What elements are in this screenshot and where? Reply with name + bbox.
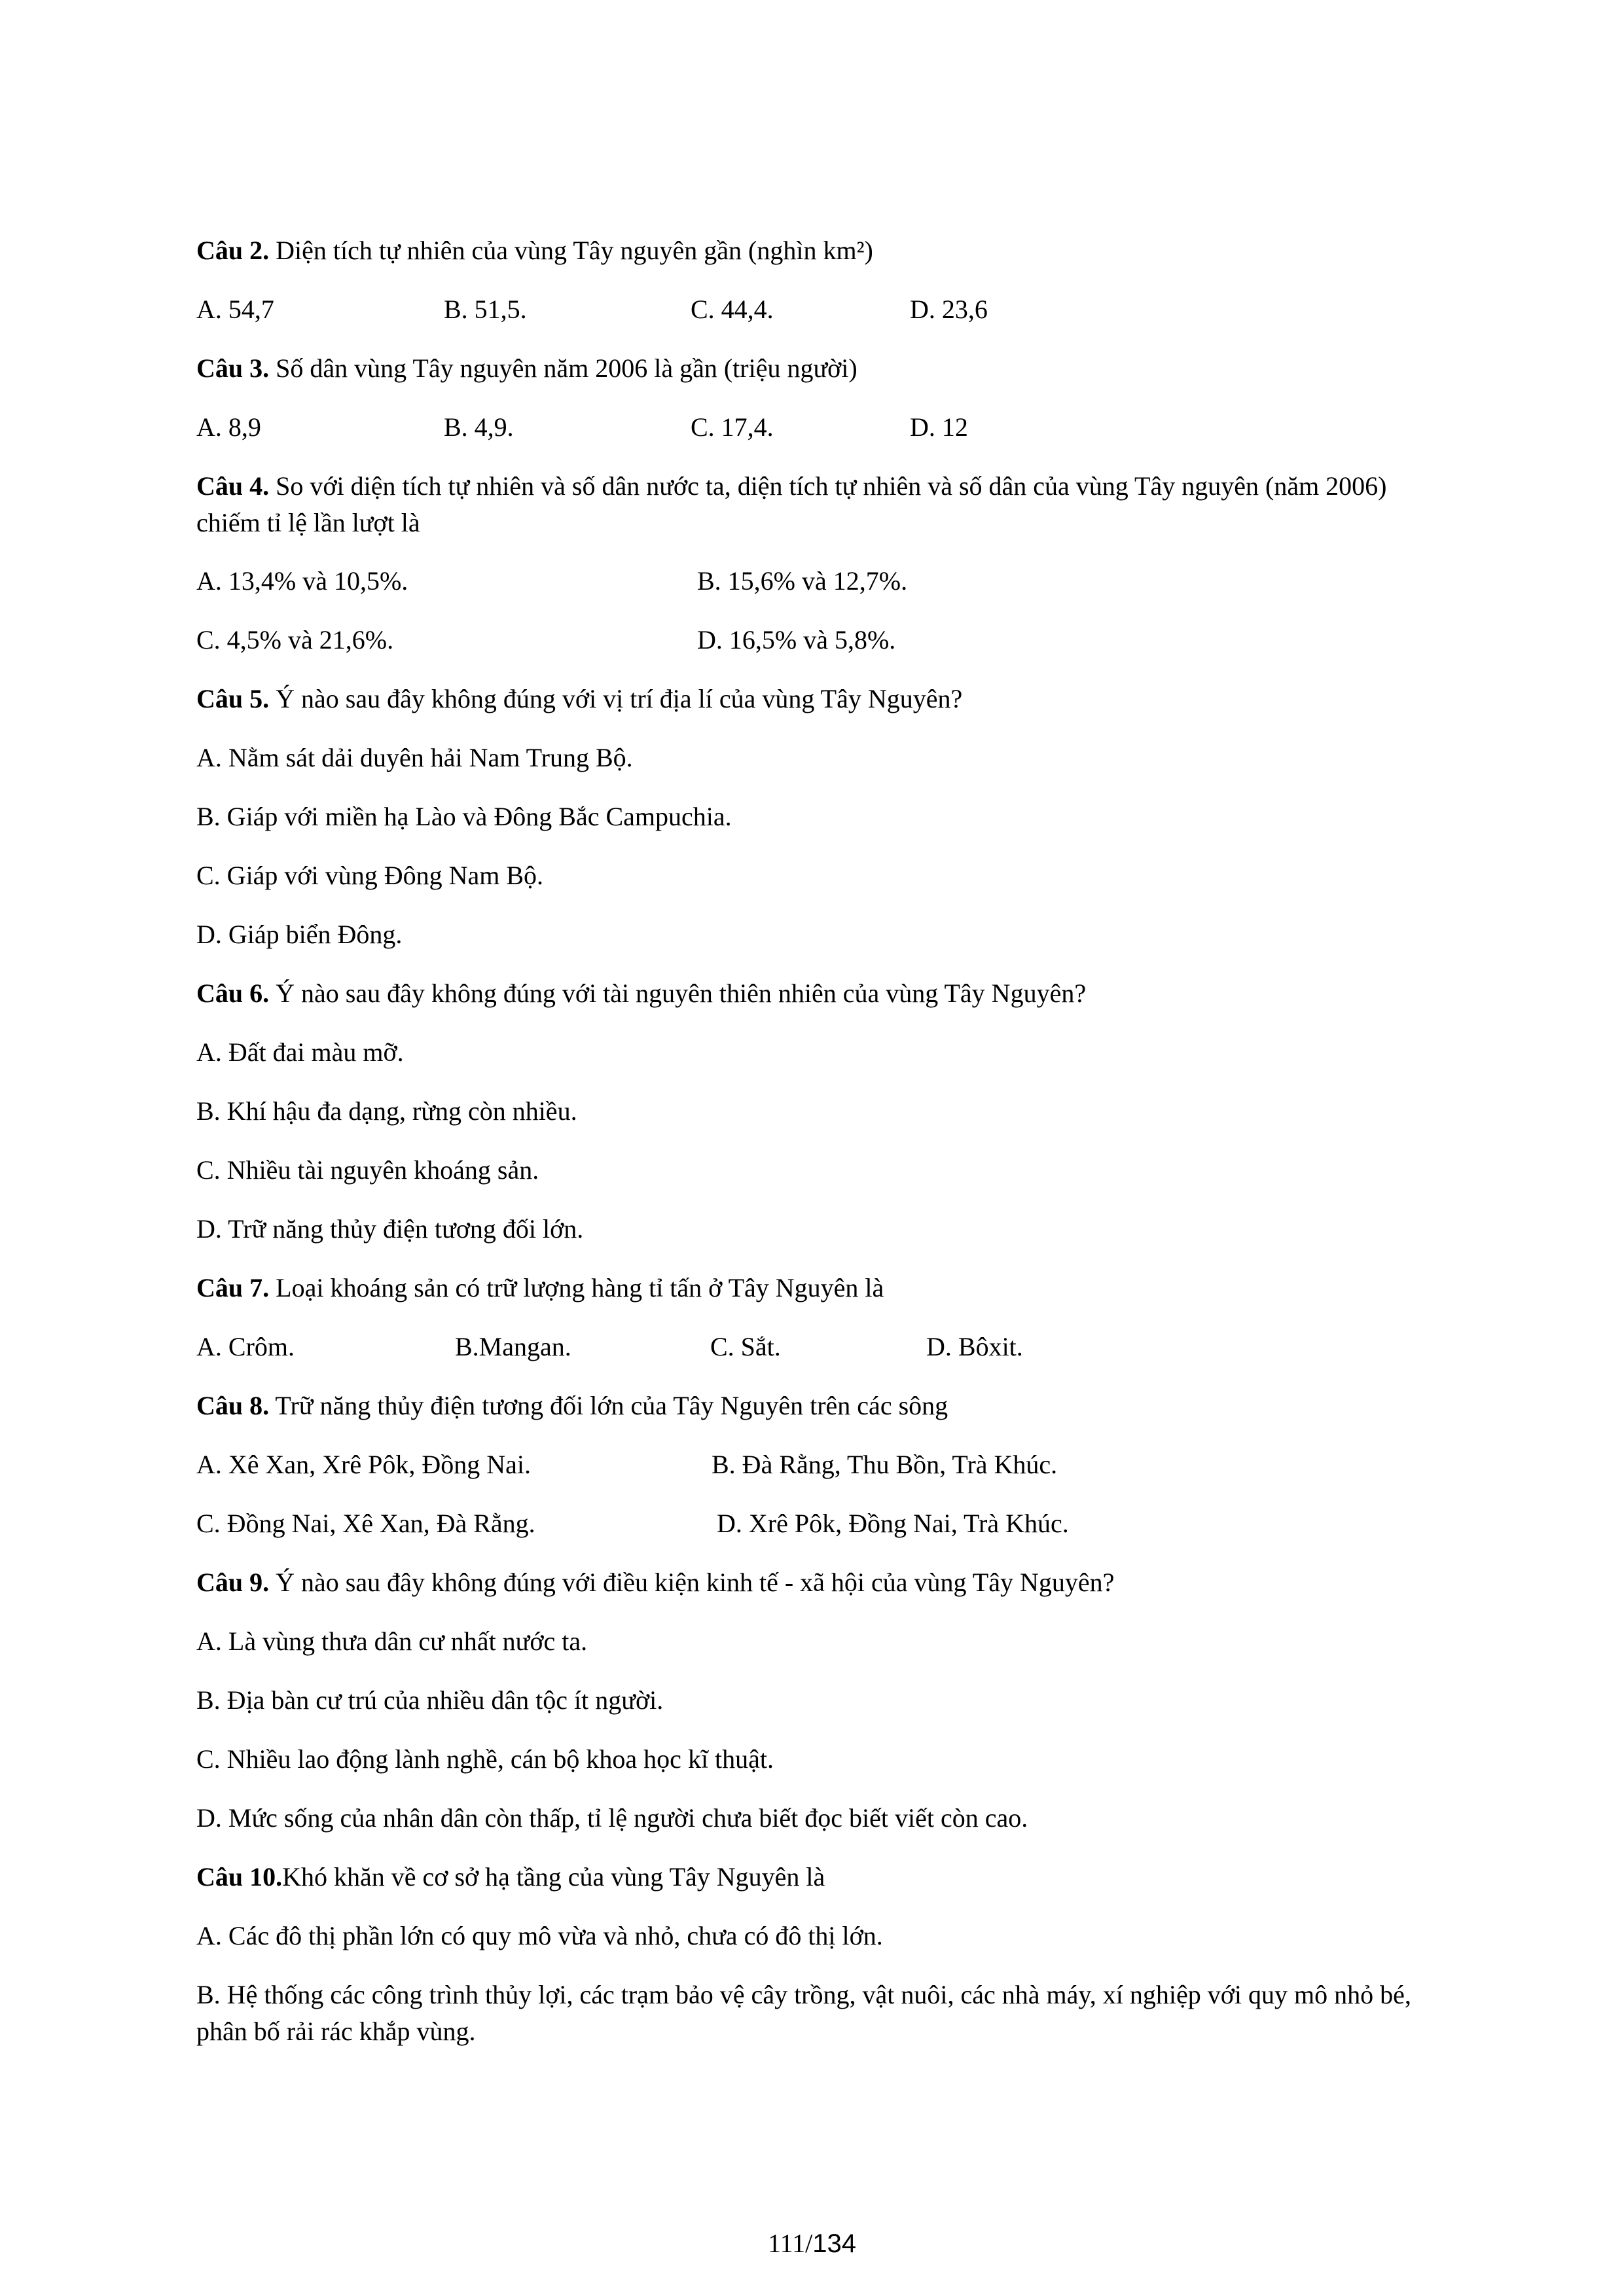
q9-option-b: B. Địa bàn cư trú của nhiều dân tộc ít người.: [196, 1685, 664, 1715]
q4-option-c: C. 4,5% và 21,6%.: [196, 625, 394, 655]
q4-option-b: B. 15,6% và 12,7%.: [697, 566, 908, 596]
q5-option-a: A. Nằm sát dải duyên hải Nam Trung Bộ.: [196, 743, 633, 772]
q4-option-a: A. 13,4% và 10,5%.: [196, 566, 408, 596]
q8-option-a: A. Xê Xan, Xrê Pôk, Đồng Nai.: [196, 1450, 532, 1479]
q2-option-a: A. 54,7: [196, 295, 274, 324]
q3-option-c: C. 17,4.: [691, 412, 774, 442]
q5-option-d: D. Giáp biển Đông.: [196, 920, 403, 949]
question-number: Câu 8.: [196, 1391, 270, 1420]
q7-option-c: C. Sắt.: [710, 1332, 781, 1361]
q6-option-b: B. Khí hậu đa dạng, rừng còn nhiều.: [196, 1096, 577, 1126]
page-current: 111/: [768, 2229, 813, 2258]
q7-option-a: A. Crôm.: [196, 1332, 295, 1361]
q10-option-a: A. Các đô thị phần lớn có quy mô vừa và nhỏ, chưa có đô thị lớn.: [196, 1921, 883, 1950]
q9-option-c: C. Nhiều lao động lành nghề, cán bộ khoa học kĩ thuật.: [196, 1744, 774, 1774]
question-9: [196, 1564, 1114, 1601]
question-8: [196, 1388, 948, 1424]
q3-option-d: D. 12: [910, 412, 968, 442]
question-number: Câu 3.: [196, 353, 270, 383]
question-text: Diện tích tự nhiên của vùng Tây nguyên gần (nghìn km²): [269, 236, 873, 265]
question-text: Trữ năng thủy điện tương đối lớn của Tây Nguyên trên các sông: [269, 1391, 948, 1420]
page-number: [0, 2225, 1624, 2262]
q8-option-d: D. Xrê Pôk, Đồng Nai, Trà Khúc.: [717, 1509, 1069, 1538]
page-total: 134: [812, 2229, 856, 2258]
question-text: Ý nào sau đây không đúng với vị trí địa lí của vùng Tây Nguyên?: [269, 684, 963, 713]
question-number: Câu 2.: [196, 236, 270, 265]
question-text: Ý nào sau đây không đúng với điều kiện kinh tế - xã hội của vùng Tây Nguyên?: [269, 1568, 1115, 1597]
question-4: [196, 468, 1427, 541]
q5-option-b: B. Giáp với miền hạ Lào và Đông Bắc Campuchia.: [196, 802, 732, 831]
q7-option-b: B.Mangan.: [455, 1332, 571, 1361]
question-number: Câu 10.: [196, 1862, 283, 1892]
q3-option-a: A. 8,9: [196, 412, 261, 442]
q7-option-d: D. Bôxit.: [926, 1332, 1023, 1361]
q6-option-a: A. Đất đai màu mỡ.: [196, 1037, 404, 1067]
question-7: [196, 1270, 884, 1306]
question-text: So với diện tích tự nhiên và số dân nước ta, diện tích tự nhiên và số dân của vùng Tây nguyên (năm 2006) chiếm tỉ lệ lần lượt là: [196, 471, 1387, 537]
q8-option-b: B. Đà Rằng, Thu Bồn, Trà Khúc.: [712, 1450, 1058, 1479]
q9-option-a: A. Là vùng thưa dân cư nhất nước ta.: [196, 1626, 588, 1656]
question-text: Khó khăn về cơ sở hạ tầng của vùng Tây Nguyên là: [282, 1862, 825, 1892]
question-text: Ý nào sau đây không đúng với tài nguyên thiên nhiên của vùng Tây Nguyên?: [269, 978, 1087, 1008]
q3-option-b: B. 4,9.: [444, 412, 514, 442]
q9-option-d: D. Mức sống của nhân dân còn thấp, tỉ lệ người chưa biết đọc biết viết còn cao.: [196, 1803, 1028, 1833]
q2-option-d: D. 23,6: [910, 295, 988, 324]
question-10: [196, 1859, 825, 1895]
q2-option-c: C. 44,4.: [691, 295, 774, 324]
question-text: Số dân vùng Tây nguyên năm 2006 là gần (triệu người): [269, 353, 857, 383]
question-3: [196, 350, 857, 387]
q10-option-b: B. Hệ thống các công trình thủy lợi, các trạm bảo vệ cây trồng, vật nuôi, các nhà máy, xí nghiệp với quy mô nhỏ bé, phân bố rải rác khắp vùng.: [196, 1980, 1411, 2046]
question-number: Câu 7.: [196, 1273, 270, 1302]
q4-option-d: D. 16,5% và 5,8%.: [697, 625, 896, 655]
question-6: [196, 975, 1086, 1012]
q6-option-d: D. Trữ năng thủy điện tương đối lớn.: [196, 1214, 584, 1244]
question-number: Câu 4.: [196, 471, 270, 501]
q6-option-c: C. Nhiều tài nguyên khoáng sản.: [196, 1155, 539, 1185]
question-number: Câu 6.: [196, 978, 270, 1008]
q5-option-c: C. Giáp với vùng Đông Nam Bộ.: [196, 861, 544, 890]
question-number: Câu 5.: [196, 684, 270, 713]
question-text: Loại khoáng sản có trữ lượng hàng tỉ tấn ở Tây Nguyên là: [269, 1273, 884, 1302]
question-number: Câu 9.: [196, 1568, 270, 1597]
question-2: [196, 232, 873, 269]
question-5: [196, 681, 962, 717]
q2-option-b: B. 51,5.: [444, 295, 527, 324]
q8-option-c: C. Đồng Nai, Xê Xan, Đà Rằng.: [196, 1509, 535, 1538]
